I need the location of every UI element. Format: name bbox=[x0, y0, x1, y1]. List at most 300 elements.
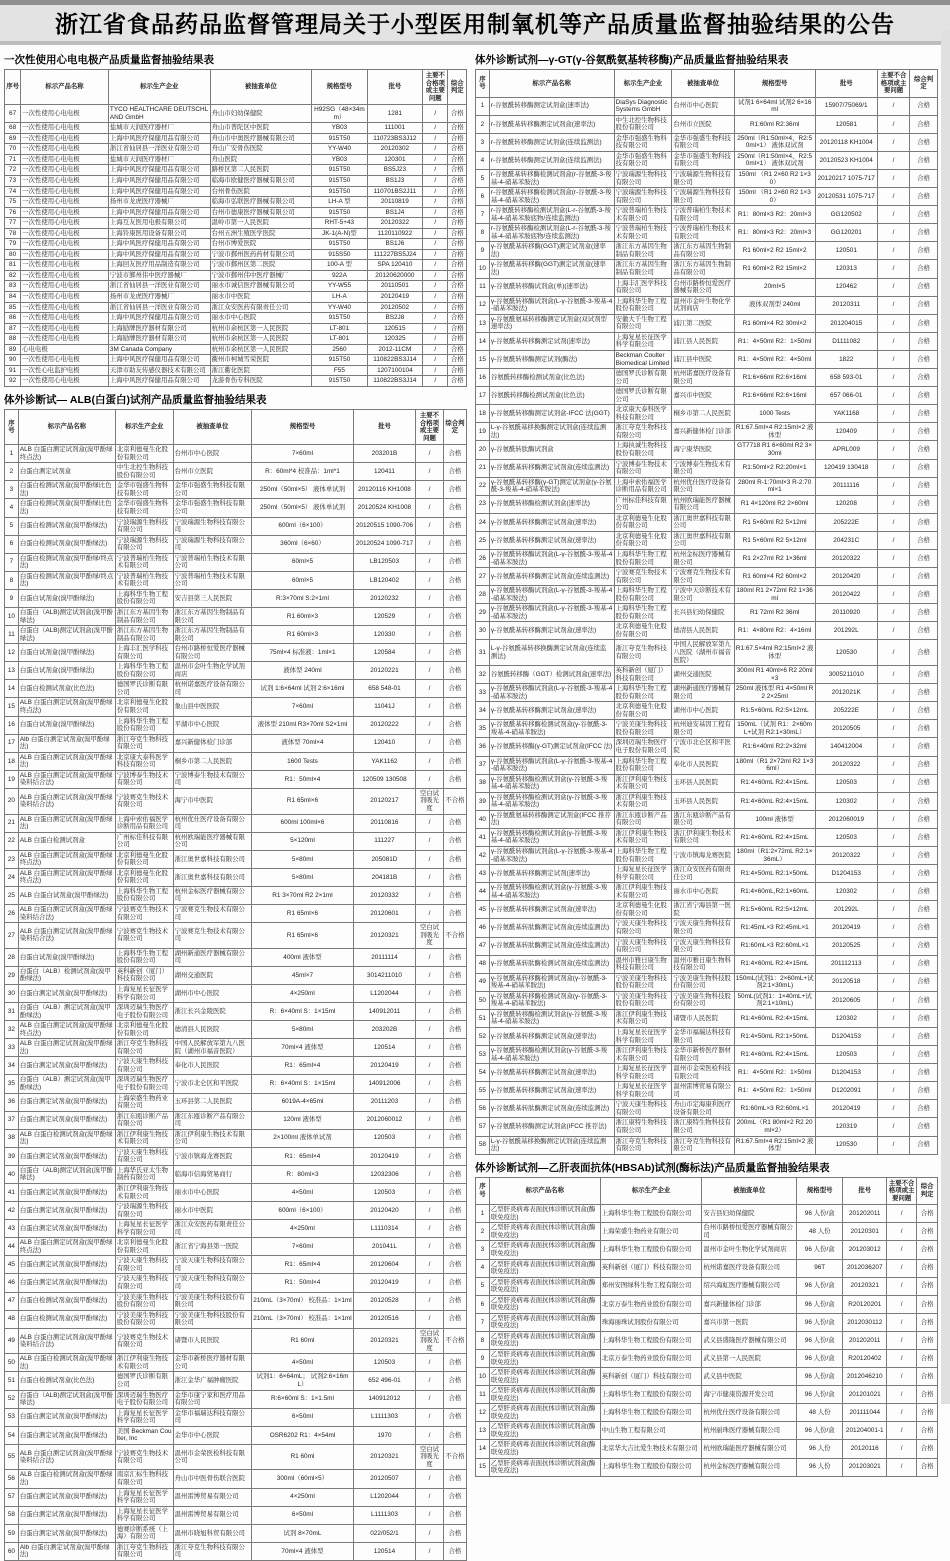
sampled-unit-cell: 浙江东方基因生物制品有限公司 bbox=[672, 242, 734, 260]
batch-no-cell: 201201021 bbox=[843, 1386, 887, 1404]
batch-no-cell: D1202091 bbox=[815, 1082, 877, 1100]
verdict-cell: 合格 bbox=[917, 1422, 938, 1440]
problem-cell: / bbox=[416, 1256, 444, 1274]
product-name-cell: γ-谷氨酰基转肽酶测定试剂盒(连续监测法) bbox=[489, 919, 614, 937]
manufacturer-cell: 宁波美康生物科技股份有限公司 bbox=[614, 720, 672, 738]
table-row bbox=[476, 441, 938, 459]
product-name-cell: γ-谷氨酰基转移酶(GGT)测定试剂盒(速率法) bbox=[489, 242, 614, 260]
batch-no-cell: 20120311 bbox=[815, 296, 877, 314]
verdict-cell: 合格 bbox=[448, 281, 467, 292]
manufacturer-cell: 上海科华生物工程股份有限公司 bbox=[115, 662, 173, 680]
seq-cell: 48 bbox=[5, 1310, 19, 1328]
manufacturer-cell: 上海复星长征医学科学有限公司 bbox=[115, 1506, 173, 1524]
product-name-cell: 心电电极 bbox=[21, 344, 109, 355]
spec-model-cell: 915T50 bbox=[312, 176, 367, 187]
seq-cell: 74 bbox=[5, 186, 21, 197]
seq-cell: 7 bbox=[476, 1313, 490, 1331]
header-row bbox=[476, 1177, 938, 1205]
batch-no-cell: 120409 bbox=[815, 423, 877, 441]
verdict-cell: 合格 bbox=[910, 151, 938, 169]
table-row bbox=[5, 1444, 467, 1470]
seq-cell: 44 bbox=[5, 1238, 19, 1256]
product-name-cell: ALB 白蛋白检测试剂盒 bbox=[18, 832, 115, 850]
table-row bbox=[5, 207, 467, 218]
product-name-cell: γ-谷氨酰基转移酶测定试剂盒(速率法) bbox=[489, 1082, 614, 1100]
table-row bbox=[5, 1542, 467, 1560]
seq-cell: 46 bbox=[476, 919, 490, 937]
seq-cell: 38 bbox=[5, 1129, 19, 1147]
problem-cell: / bbox=[877, 792, 909, 810]
column-header: 批号 bbox=[353, 409, 415, 444]
table-row bbox=[5, 105, 467, 123]
table-row bbox=[476, 1223, 938, 1241]
column-header: 主要不合格项或主要问题 bbox=[416, 409, 444, 444]
manufacturer-cell: 英科新创（厦门）科技有限公司 bbox=[600, 1368, 702, 1386]
sampled-unit-cell: 宁波美康生物科技股份有限公司 bbox=[173, 1292, 252, 1310]
batch-no-cell: 20120217 bbox=[353, 788, 415, 814]
sampled-unit-cell: 宁波市北仑区和平医院 bbox=[173, 1075, 252, 1093]
sampled-unit-cell: 舟山市普陀区中医院 bbox=[210, 123, 312, 134]
batch-no-cell: 20120419 bbox=[353, 1274, 415, 1292]
problem-cell: / bbox=[416, 1165, 444, 1183]
sampled-unit-cell: 浙江众安医药有限责任公司 bbox=[210, 302, 312, 313]
spec-model-cell: 150mL(试剂1：2×60mL+试剂2:1×30mL) bbox=[734, 973, 815, 991]
spec-model-cell: R1:4×60mL R2:4×15mL bbox=[734, 792, 815, 810]
seq-cell: 21 bbox=[5, 814, 19, 832]
seq-cell: 50 bbox=[476, 991, 490, 1009]
verdict-cell: 合格 bbox=[917, 1368, 938, 1386]
seq-cell: 50 bbox=[5, 1354, 19, 1372]
column-header: 批号 bbox=[843, 1177, 887, 1205]
batch-no-cell: 120530 bbox=[815, 640, 877, 666]
manufacturer-cell: 上海丰汇医学科技有限公司 bbox=[614, 278, 672, 296]
sampled-unit-cell: 安吉县第三人民医院 bbox=[173, 589, 252, 607]
batch-no-cell: 20120221 bbox=[353, 662, 415, 680]
sampled-unit-cell: 宁波美康生物科技股份有限公司 bbox=[173, 1310, 252, 1328]
product-name-cell: 乙型肝炎病毒表面抗体诊断试剂盒(酶联免疫法) bbox=[489, 1404, 600, 1422]
table-row bbox=[476, 1082, 938, 1100]
manufacturer-cell: 扬州市龙虎医疗器械厂 bbox=[108, 292, 210, 303]
spec-model-cell: 1000 Tests bbox=[734, 405, 815, 423]
product-name-cell: 白蛋白检测试剂盒(溴甲酚绿法) bbox=[18, 1310, 115, 1328]
batch-no-cell: 20120422 bbox=[815, 586, 877, 604]
table-row bbox=[476, 350, 938, 368]
table-row bbox=[5, 814, 467, 832]
seq-cell: 23 bbox=[476, 495, 490, 513]
spec-model-cell: YB03 bbox=[312, 123, 367, 134]
table-row bbox=[5, 734, 467, 752]
table-row bbox=[5, 302, 467, 313]
header-row bbox=[476, 70, 938, 98]
batch-no-cell: 201203012 bbox=[843, 1241, 887, 1259]
table-row bbox=[476, 1064, 938, 1082]
table-row bbox=[5, 1274, 467, 1292]
manufacturer-cell: 上海科华生物工程股份有限公司 bbox=[600, 1331, 702, 1349]
sampled-unit-cell: 浙江省宁海县第一医院 bbox=[173, 1238, 252, 1256]
verdict-cell: 合格 bbox=[917, 1331, 938, 1349]
sampled-unit-cell: 长兴县妇幼保健院 bbox=[672, 604, 734, 622]
verdict-cell: 合格 bbox=[443, 662, 466, 680]
seq-cell: 41 bbox=[476, 828, 490, 846]
table-row bbox=[5, 1408, 467, 1426]
product-name-cell: ALB 白蛋白测定试剂盒(溴甲酚绿染料结合法) bbox=[18, 1444, 115, 1470]
problem-cell: / bbox=[887, 1422, 917, 1440]
table-row bbox=[5, 197, 467, 208]
spec-model-cell: 试剂 1:6×64ml 试剂 2:6×16ml bbox=[252, 680, 354, 698]
spec-model-cell: R1：4×50ml R2：4×50ml bbox=[734, 350, 815, 368]
batch-no-cell: 2012036207 bbox=[843, 1259, 887, 1277]
seq-cell: 76 bbox=[5, 207, 21, 218]
verdict-cell: 合格 bbox=[910, 792, 938, 810]
problem-cell: / bbox=[416, 680, 444, 698]
sampled-unit-cell: 武义县第一人民医院 bbox=[702, 1350, 797, 1368]
product-name-cell: γ-谷氨酰转移酶试剂盒(L-γ-谷氨酰-3-羧基-4-硝基苯胺法) bbox=[489, 604, 614, 622]
seq-cell: 5 bbox=[476, 170, 490, 188]
verdict-cell: 合格 bbox=[448, 365, 467, 376]
seq-cell: 43 bbox=[476, 865, 490, 883]
seq-cell: 70 bbox=[5, 144, 21, 155]
seq-cell: 17 bbox=[476, 387, 490, 405]
table-row bbox=[476, 991, 938, 1009]
batch-no-cell: 20120419 bbox=[367, 292, 422, 303]
verdict-cell: 合格 bbox=[910, 1064, 938, 1082]
problem-cell: / bbox=[423, 334, 448, 345]
spec-model-cell: R1：80ml×3 R2：20ml×3 bbox=[734, 206, 815, 224]
product-name-cell: 一次性使用心电电极 bbox=[21, 133, 109, 144]
sampled-unit-cell: 浙江东方基因生物制品有限公司 bbox=[173, 607, 252, 625]
spec-model-cell: 45ml×7 bbox=[252, 966, 354, 984]
manufacturer-cell: 上海励牌医疗器材有限公司 bbox=[108, 334, 210, 345]
problem-cell: / bbox=[887, 1458, 917, 1476]
sampled-unit-cell: 玉环县人民医院 bbox=[672, 774, 734, 792]
batch-no-cell: 20120322 bbox=[815, 549, 877, 567]
table-row bbox=[476, 387, 938, 405]
verdict-cell: 合格 bbox=[443, 1165, 466, 1183]
table-row bbox=[5, 905, 467, 923]
verdict-cell: 合格 bbox=[910, 441, 938, 459]
problem-cell: / bbox=[877, 1046, 909, 1064]
seq-cell: 31 bbox=[476, 640, 490, 666]
product-name-cell: γ-谷氨酰基转移酶检测试剂盒(γ-谷氨酰-3-羧基-4-硝基苯胺法) bbox=[489, 991, 614, 1009]
spec-model-cell: R1:4×60mL R2:4×15mL bbox=[734, 1046, 815, 1064]
product-name-cell: L-γ-谷氨酰基转移换酶测定试剂盒(连续监测法) bbox=[489, 640, 614, 666]
problem-cell: / bbox=[416, 832, 444, 850]
manufacturer-cell: 金华市强盛生物科技有限公司 bbox=[614, 151, 672, 169]
batch-no-cell: 120302 bbox=[815, 883, 877, 901]
spec-model-cell: 96 人份/盒 bbox=[797, 1386, 843, 1404]
problem-cell: / bbox=[877, 919, 909, 937]
manufacturer-cell: 南京汇标生物科技有限公司 bbox=[115, 1470, 173, 1488]
spec-model-cell: R：80ml×3 bbox=[252, 1165, 354, 1183]
product-name-cell: γ-谷氨酰转移酶试剂盒(L-γ-谷氨酰-3-羧基-4-硝基苯胺法) bbox=[489, 549, 614, 567]
batch-no-cell: 201292L bbox=[815, 901, 877, 919]
table-row bbox=[476, 1440, 938, 1458]
header-row bbox=[5, 70, 467, 105]
seq-cell: 12 bbox=[476, 296, 490, 314]
batch-no-cell: LB120503 bbox=[353, 553, 415, 571]
manufacturer-cell: 宁波赛克生物技术有限公司 bbox=[115, 1444, 173, 1470]
spec-model-cell: 915T50 bbox=[312, 133, 367, 144]
product-name-cell: γ-谷氨酰转移酶试剂盒(L-γ-谷氨酰-3-羧基-4-硝基苯胺法) bbox=[489, 684, 614, 702]
seq-cell: 85 bbox=[5, 302, 21, 313]
spec-model-cell: R1:4×60mL R2:4×15mL bbox=[734, 1009, 815, 1027]
seq-cell: 82 bbox=[5, 270, 21, 281]
column-header: 规格型号 bbox=[252, 409, 354, 444]
seq-cell: 15 bbox=[476, 350, 490, 368]
table-row bbox=[5, 553, 467, 571]
table-row bbox=[476, 549, 938, 567]
sampled-unit-cell: 嘉兴市中医院 bbox=[672, 387, 734, 405]
manufacturer-cell: TYCO HEALTHCARE DEUTSCHLAND GmbH bbox=[108, 105, 210, 123]
spec-model-cell: 试剂 8×70mL bbox=[252, 1524, 354, 1542]
table-row bbox=[476, 1313, 938, 1331]
manufacturer-cell: 中生北控生物科技股份有限公司 bbox=[614, 115, 672, 133]
spec-model-cell: R1:5×60mL R2:5×12mL bbox=[734, 901, 815, 919]
problem-cell: / bbox=[877, 1118, 909, 1136]
table-row bbox=[5, 186, 467, 197]
seq-cell: 53 bbox=[5, 1408, 19, 1426]
manufacturer-cell: 宁波美康生物科技股份有限公司 bbox=[115, 1310, 173, 1328]
table-row bbox=[476, 973, 938, 991]
table-row bbox=[5, 1183, 467, 1201]
table-row bbox=[476, 495, 938, 513]
verdict-cell: 合格 bbox=[448, 344, 467, 355]
manufacturer-cell: 上海复星长征医学科学有限公司 bbox=[115, 1220, 173, 1238]
problem-cell: / bbox=[423, 186, 448, 197]
verdict-cell: 合格 bbox=[910, 97, 938, 115]
batch-no-cell: 2012060012 bbox=[353, 1111, 415, 1129]
manufacturer-cell: 宁波天康生物科技有限公司 bbox=[115, 1274, 173, 1292]
sampled-unit-cell: 宁波市鄞州医药药材有限公司 bbox=[210, 249, 312, 260]
problem-cell: / bbox=[416, 499, 444, 517]
table-row bbox=[5, 1470, 467, 1488]
manufacturer-cell: 上海科华生物工程股份有限公司 bbox=[115, 948, 173, 966]
product-name-cell: 谷氨酰转移酶检测试剂盒(比色法) bbox=[489, 387, 614, 405]
batch-no-cell: BS1J6 bbox=[367, 239, 422, 250]
batch-no-cell: 120509 130508 bbox=[353, 770, 415, 788]
manufacturer-cell: 上海中风医疗保健用品有限公司 bbox=[108, 165, 210, 176]
sampled-unit-cell: 浦江第二医院 bbox=[672, 314, 734, 332]
spec-model-cell: 6019A-4×65ml bbox=[252, 1093, 354, 1111]
product-name-cell: 白蛋白测定试剂盒 bbox=[18, 463, 115, 481]
verdict-cell: 合格 bbox=[910, 1136, 938, 1154]
manufacturer-cell: 安徽大千生物工程有限公司 bbox=[614, 314, 672, 332]
problem-cell: / bbox=[877, 133, 909, 151]
product-name-cell: ALB 白蛋白检测试剂盒(溴甲酚绿法) bbox=[18, 1470, 115, 1488]
spec-model-cell: 96 人份/盒 bbox=[797, 1205, 843, 1223]
spec-model-cell: R1：4×50ml R2：1×50ml bbox=[734, 1082, 815, 1100]
verdict-cell: 合格 bbox=[910, 332, 938, 350]
verdict-cell: 合格 bbox=[443, 463, 466, 481]
seq-cell: 58 bbox=[5, 1506, 19, 1524]
table-row bbox=[476, 151, 938, 169]
batch-no-cell: 120529 bbox=[353, 607, 415, 625]
sampled-unit-cell: 舟山市中奥医疗器械有限公司 bbox=[210, 133, 312, 144]
verdict-cell: 合格 bbox=[910, 684, 938, 702]
verdict-cell: 合格 bbox=[448, 133, 467, 144]
hbsab-reagent-table-section bbox=[475, 1160, 938, 1477]
product-name-cell: γ-谷氨酰基转移酶测定试剂盒(速率法) bbox=[489, 513, 614, 531]
sampled-unit-cell: 宁波博泰生物技术有限公司 bbox=[173, 770, 252, 788]
product-name-cell: 乙型肝炎病毒表面抗体诊断试剂盒(酶联免疫法) bbox=[489, 1350, 600, 1368]
problem-cell: / bbox=[416, 1129, 444, 1147]
product-name-cell: 一次性使用心电电极 bbox=[21, 207, 109, 218]
problem-cell: / bbox=[877, 477, 909, 495]
manufacturer-cell: 浙江夸克生物科技有限公司 bbox=[614, 1136, 672, 1154]
problem-cell: / bbox=[877, 720, 909, 738]
seq-cell: 1 bbox=[476, 97, 490, 115]
verdict-cell: 合格 bbox=[448, 197, 467, 208]
sampled-unit-cell: 绍兴海虹医疗器械有限公司 bbox=[702, 1277, 797, 1295]
table-row bbox=[5, 1220, 467, 1238]
seq-cell: 79 bbox=[5, 239, 21, 250]
seq-cell: 48 bbox=[476, 955, 490, 973]
manufacturer-cell: 浙江伊利康生物技术有限公司 bbox=[614, 1009, 672, 1027]
verdict-cell: 合格 bbox=[910, 937, 938, 955]
column-header: 综合判定 bbox=[443, 409, 466, 444]
product-name-cell: 白蛋白（ALB）检测试剂盒(溴甲酚绿法) bbox=[18, 966, 115, 984]
column-header: 批号 bbox=[815, 70, 877, 98]
problem-cell: / bbox=[877, 97, 909, 115]
sampled-unit-cell: 浦江县人民医院 bbox=[672, 332, 734, 350]
manufacturer-cell: 宁波美康生物科技股份有限公司 bbox=[614, 991, 672, 1009]
ecg-electrode-table-section bbox=[4, 52, 467, 387]
table-row bbox=[5, 133, 467, 144]
batch-no-cell: APRL009 bbox=[815, 441, 877, 459]
sampled-unit-cell: 金华市新桥医疗器材有限公司 bbox=[672, 1046, 734, 1064]
problem-cell: / bbox=[423, 165, 448, 176]
spec-model-cell: 60ml×5 bbox=[252, 553, 354, 571]
product-name-cell: γ-谷氨酰氨基转移酶测定试剂盒(双试剂型速率法) bbox=[489, 314, 614, 332]
problem-cell: / bbox=[877, 973, 909, 991]
product-name-cell: 白蛋白检测试剂盒(溴甲酚绿法) bbox=[18, 535, 115, 553]
product-name-cell: ALB 白蛋白测定试剂盒(溴甲酚绿法) bbox=[18, 814, 115, 832]
batch-no-cell: YAK1162 bbox=[353, 752, 415, 770]
manufacturer-cell: 上海中风医疗保健用品有限公司 bbox=[108, 176, 210, 187]
seq-cell: 7 bbox=[476, 206, 490, 224]
alb-reagent-table-section bbox=[4, 392, 467, 1561]
problem-cell: / bbox=[877, 684, 909, 702]
table-row bbox=[476, 206, 938, 224]
batch-no-cell: 20120524 KH1008 bbox=[353, 499, 415, 517]
sampled-unit-cell: 金华市福瑞达科技有限公司 bbox=[672, 1027, 734, 1045]
problem-cell: / bbox=[877, 810, 909, 828]
sampled-unit-cell: 宁波普瑞柏生物技术有限公司 bbox=[672, 224, 734, 242]
verdict-cell: 合格 bbox=[443, 948, 466, 966]
sampled-unit-cell: 舟山市妇幼保健院 bbox=[210, 105, 312, 123]
manufacturer-cell: 上海丰汇医学科技有限公司 bbox=[115, 644, 173, 662]
product-name-cell: 白蛋白测定试剂盒(溴甲酚绿法) bbox=[18, 1220, 115, 1238]
table-row bbox=[5, 218, 467, 229]
product-name-cell: 乙型肝炎病毒表面抗体诊断试剂盒(酶联免疫法) bbox=[489, 1205, 600, 1223]
manufacturer-cell: 宁波市鄞州伟中医疗器械厂 bbox=[108, 270, 210, 281]
product-name-cell: γ-谷氨酰转移酶测定试剂盒-IFCC 法(GGT) bbox=[489, 405, 614, 423]
manufacturer-cell: 上海华氏亚太生物制药有限公司 bbox=[115, 1165, 173, 1183]
sampled-unit-cell: 浙江东瓯诊断产品有限公司 bbox=[173, 1111, 252, 1129]
problem-cell: / bbox=[423, 302, 448, 313]
column-header: 标示产品名称 bbox=[18, 409, 115, 444]
batch-no-cell: 12032306 bbox=[353, 1165, 415, 1183]
seq-cell: 42 bbox=[5, 1202, 19, 1220]
verdict-cell: 合格 bbox=[910, 865, 938, 883]
batch-no-cell: 20120604 bbox=[353, 1256, 415, 1274]
spec-model-cell: 4×50ml bbox=[252, 1354, 354, 1372]
problem-cell: / bbox=[877, 170, 909, 188]
problem-cell: / bbox=[416, 517, 444, 535]
product-name-cell: 乙型肝炎病毒表面抗体诊断试剂盒(酶联免疫法) bbox=[489, 1277, 600, 1295]
verdict-cell: 合格 bbox=[443, 1506, 466, 1524]
product-name-cell: γ-谷氨酰基转移酶测定试剂盒(连续监测法) bbox=[489, 568, 614, 586]
problem-cell: / bbox=[877, 387, 909, 405]
table-row bbox=[476, 1009, 938, 1027]
table-row bbox=[5, 463, 467, 481]
batch-no-cell: 120503 bbox=[353, 1354, 415, 1372]
table-row bbox=[5, 1202, 467, 1220]
product-name-cell: 乙型肝炎病毒表面抗体诊断试剂盒(酶联免疫法) bbox=[489, 1259, 600, 1277]
spec-model-cell: RHT-5+43 bbox=[312, 218, 367, 229]
verdict-cell: 合格 bbox=[910, 369, 938, 387]
seq-cell: 5 bbox=[5, 517, 19, 535]
problem-cell: / bbox=[416, 1238, 444, 1256]
product-name-cell: ALB 白蛋白测定试剂盒(溴甲酚绿法) bbox=[18, 1039, 115, 1057]
verdict-cell: 合格 bbox=[443, 770, 466, 788]
seq-cell: 5 bbox=[476, 1277, 490, 1295]
table-row bbox=[5, 662, 467, 680]
verdict-cell: 合格 bbox=[910, 314, 938, 332]
manufacturer-cell: 北京利德曼生化股份有限公司 bbox=[614, 513, 672, 531]
manufacturer-cell: 宁波瑞源生物科技有限公司 bbox=[614, 170, 672, 188]
table-row bbox=[5, 1111, 467, 1129]
batch-no-cell: 20120321 bbox=[353, 1444, 415, 1470]
batch-no-cell: BS1J3 bbox=[367, 176, 422, 187]
sampled-unit-cell: 湖州交通医院 bbox=[672, 666, 734, 684]
batch-no-cell: 204181B bbox=[353, 868, 415, 886]
batch-no-cell: 20120505 bbox=[815, 720, 877, 738]
sampled-unit-cell: 嘉兴新健体检门诊部 bbox=[173, 734, 252, 752]
seq-cell: 54 bbox=[5, 1426, 19, 1444]
table-row bbox=[5, 1057, 467, 1075]
seq-cell: 91 bbox=[5, 365, 21, 376]
verdict-cell: 合格 bbox=[910, 188, 938, 206]
manufacturer-cell: 英科新创（厦门）科技有限公司 bbox=[115, 966, 173, 984]
spec-model-cell: 96 人份/盒 bbox=[797, 1368, 843, 1386]
manufacturer-cell: 浙江东方基因生物制品有限公司 bbox=[115, 607, 173, 625]
spec-model-cell: YB03 bbox=[312, 154, 367, 165]
product-name-cell: 一次性使用心电电极 bbox=[21, 186, 109, 197]
manufacturer-cell: 上海复星长征医学科学有限公司 bbox=[614, 1027, 672, 1045]
problem-cell: / bbox=[877, 756, 909, 774]
problem-cell: / bbox=[416, 662, 444, 680]
verdict-cell: 合格 bbox=[448, 144, 467, 155]
problem-cell: / bbox=[877, 666, 909, 684]
seq-cell: 57 bbox=[5, 1488, 19, 1506]
sampled-unit-cell: 诸暨市人民医院 bbox=[672, 1009, 734, 1027]
manufacturer-cell: 扬州市龙虎医疗器械厂 bbox=[108, 197, 210, 208]
verdict-cell: 合格 bbox=[443, 1147, 466, 1165]
page-title-banner bbox=[0, 0, 950, 45]
two-column-layout bbox=[0, 45, 950, 1561]
seq-cell: 9 bbox=[5, 589, 19, 607]
sampled-unit-cell: 温州市晓旭科贸有限公司 bbox=[173, 1524, 252, 1542]
product-name-cell: 白蛋白试剂盒(溴甲酚绿法) bbox=[18, 948, 115, 966]
spec-model-cell: 4×250ml bbox=[252, 1488, 354, 1506]
batch-no-cell: 658 593-01 bbox=[815, 369, 877, 387]
table-row bbox=[476, 666, 938, 684]
spec-model-cell: R1 60ml bbox=[252, 1444, 354, 1470]
manufacturer-cell: 金华市强盛生物科技有限公司 bbox=[614, 133, 672, 151]
verdict-cell: 合格 bbox=[910, 702, 938, 720]
batch-no-cell: 20120524 1090-717 bbox=[353, 535, 415, 553]
